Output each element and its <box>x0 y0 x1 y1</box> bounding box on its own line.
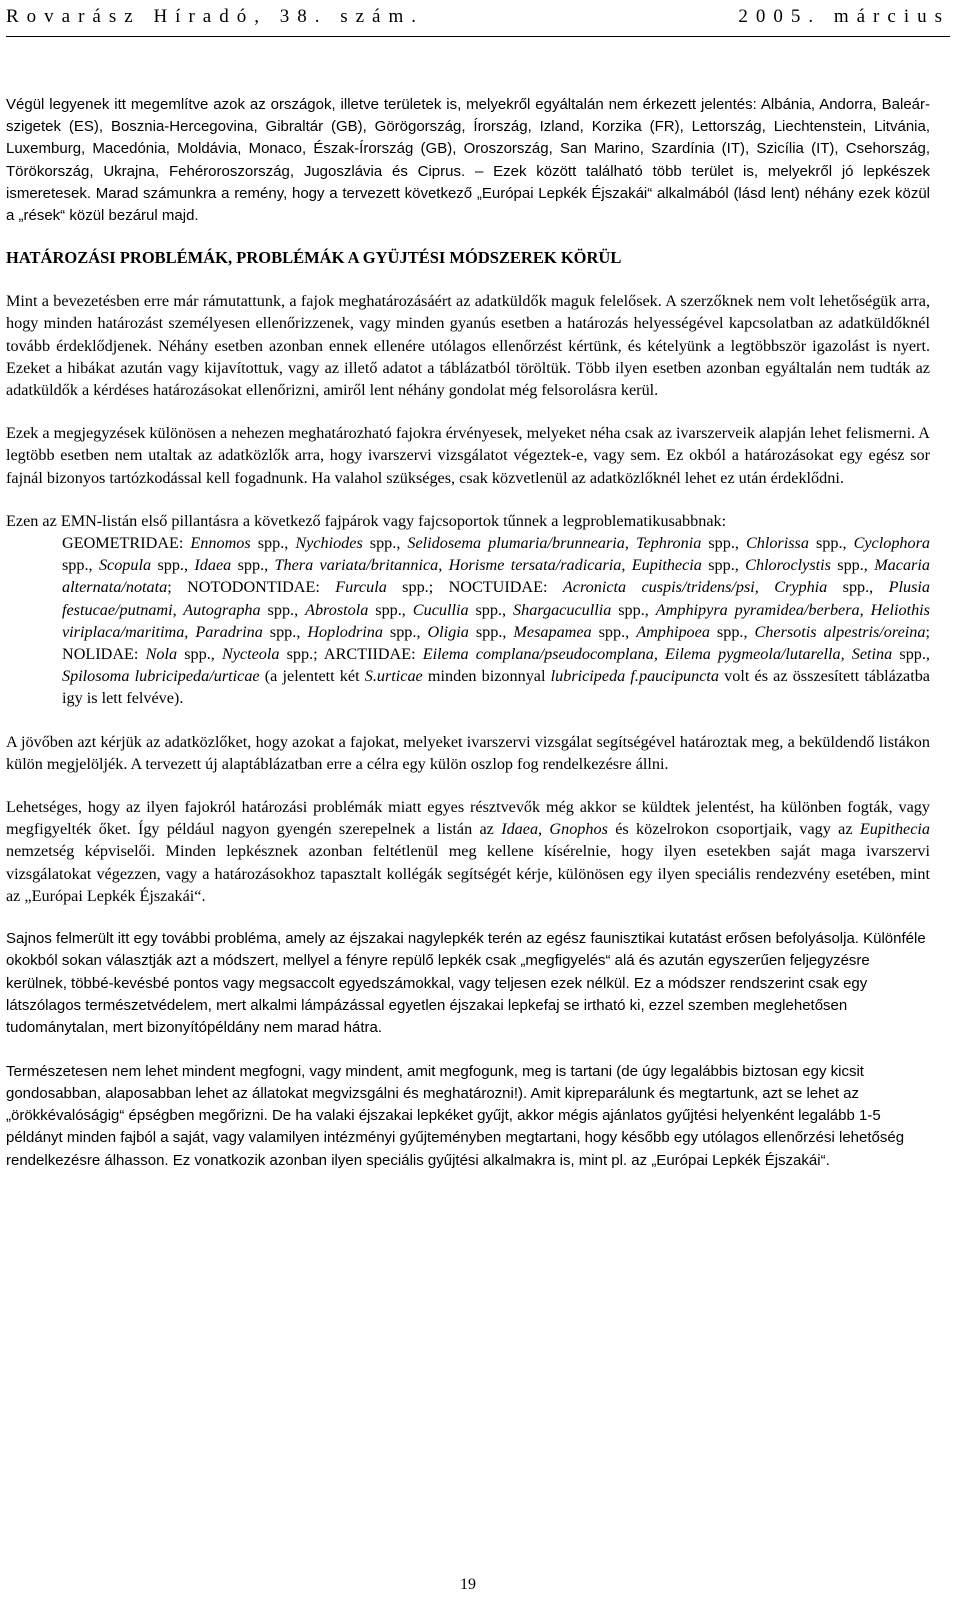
taxon-name: Acronicta cuspis/tridens/psi, Cryphia <box>562 578 828 597</box>
publication-date: 2005. március <box>738 6 950 27</box>
page-number: 19 <box>460 1576 476 1593</box>
text-run: spp., <box>151 556 195 575</box>
text-run: spp., <box>362 534 408 553</box>
text-run: nemzetség képviselői. Minden lepkésznek azonban feltétlenül meg kellene kísérelnie, hogy ilyen esetekben saját maga ivarszervi vizsgálatokat végezzen, vagy a határozásokhoz tapasztalt kollégák segítségét kérje, különösen egy ilyen speciális rendezvény esetében, mint az „Európai Lepkék Éjszakái“. <box>6 842 930 905</box>
taxon-name: Macaria alternata/notata <box>62 556 930 597</box>
text-run: spp., <box>468 600 514 619</box>
taxon-name: Spilosoma lubricipeda/urticae <box>62 667 260 686</box>
taxon-name: Nycteola <box>221 645 280 664</box>
taxon-name: Furcula <box>335 578 387 597</box>
taxon-name: Shargacucullia <box>513 600 612 619</box>
taxon-name: Idaea <box>501 820 539 839</box>
text-run: spp., <box>260 600 306 619</box>
taxon-name: Gnophos <box>549 820 608 839</box>
text-run: GEOMETRIDAE: <box>62 534 191 553</box>
taxon-name: Scopula <box>98 556 152 575</box>
taxon-name: Ennomos <box>190 534 251 553</box>
text-run: spp., <box>262 622 308 641</box>
taxon-name: Plusia festucae/putnami, Autographa <box>62 578 930 619</box>
taxon-name: Chlorissa <box>745 534 809 553</box>
taxon-name: Amphipoea <box>636 622 710 641</box>
text-run: spp., <box>177 645 222 664</box>
text-run: spp., <box>808 534 854 553</box>
paragraph-identification-problems <box>6 796 930 907</box>
paragraph-collecting-methods: Sajnos felmerült itt egy további probléma, amely az éjszakai nagylepkék terén az egész faunisztikai kutatást erősen befolyásolja. Különféle okokból sokan választják azt a módszert, mellyel a fényre repülő lepkék csak „megfigyelés“ alá és azután egyszerűen feljegyzésre kerülnek, többé-kevésbé pontos vagy megsaccolt egyedszámokkal, vagy teljesen ezek nélkül. Ez a módszer rendszerint csak egy látszólagos természetvédelem, mert alkalmi lámpázással egyetlen éjszakai lepkefaj se irtható ki, ezzel szemben meglehetősen tudománytalan, mert bizonyítópéldány nem marad hátra. <box>6 930 926 1037</box>
taxon-name: Nola <box>145 645 178 664</box>
publication-title: Rovarász Híradó, 38. szám. <box>6 6 424 27</box>
text-run: spp., <box>368 600 413 619</box>
text-run: spp., <box>468 622 514 641</box>
paragraph-responsibility: Mint a bevezetésben erre már rámutattunk, a fajok meghatározásáért az adatküldők maguk felelősek. A szerzőknek nem volt lehetőségük arra, hogy minden határozást személyesen ellenőrizzenek, vagy minden gyanús esetben a határozás helyességével kapcsolatban az adatküldőknél tovább érdeklődjenek. Néhány esetben azonban ennek ellenére utólagos ellenőrzést kértünk, és kételyünk a legtöbbször igazolást is nyert. Ezeket a hibákat azután vagy kijavítottuk, vagy az illető adatot a táblázatból töröltük. Több ilyen esetben azonban egyáltalán nem tudták az adatküldők a kérdéses határozásokat ellenőrizni, amiről lent néhány gondolat még felsorolásra kerül. <box>6 292 930 400</box>
taxon-name: Hoplodrina <box>307 622 383 641</box>
taxon-name: Idaea <box>194 556 232 575</box>
text-run: spp., <box>701 534 746 553</box>
text-run: és közelrokon csoportjaik, vagy az <box>607 820 860 839</box>
paragraph-future-marking: A jövőben azt kérjük az adatközlőket, hogy azokat a fajokat, melyeket ivarszervi vizsgálat segítségével határoztak meg, a beküldendő listákon külön megjelöljék. A tervezett új alaptáblázatban erre a célra egy külön oszlop fog rendelkezésre állni. <box>6 732 930 773</box>
text-run: spp., <box>231 556 275 575</box>
text-run: , <box>538 820 550 839</box>
text-run: spp., <box>250 534 296 553</box>
text-run: spp., <box>701 556 746 575</box>
taxon-name: Mesapamea <box>513 622 592 641</box>
taxon-name: lubricipeda f.paucipuncta <box>550 667 719 686</box>
section-heading: HATÁROZÁSI PROBLÉMÁK, PROBLÉMÁK A GYÜJTÉSI MÓDSZEREK KÖRÜL <box>6 248 622 268</box>
text-run: (a jelentett két <box>259 667 365 686</box>
text-run: minden bizonnyal <box>422 667 551 686</box>
problematic-taxa-list <box>6 532 930 710</box>
taxon-name: Thera variata/britannica, Horisme tersata/radicaria, Eupithecia <box>274 556 702 575</box>
running-header <box>6 6 950 37</box>
paragraph-voucher-specimens: Természetesen nem lehet mindent megfogni, vagy mindent, amit megfogunk, meg is tartani (de úgy legalábbis biztosan egy kicsit gondosabban, alaposabban lehet az állatokat megvizsgálni és meghatározni!). Amit kipreparálunk és megtartunk, azt se lehet az „örökkévalóságig“ épségben megőrizni. De ha valaki éjszakai lepkéket gyűjt, akkor mégis ajánlatos gyűjtési helyenként legalább 1-5 példányt minden fajból a saját, vagy valamilyen intézményi gyűjteményben megtartani, hogy később egy utólagos ellenőrzési lehetőség rendelkezésre álhasson. Ez vonatkozik azonban ilyen speciális gyűjtési alkalmakra is, mint pl. az „Európai Lepkék Éjszakái“. <box>6 1062 905 1169</box>
paragraph-missing-countries: Végül legyenek itt megemlítve azok az országok, illetve területek is, melyekről egyáltalán nem érkezett jelentés: Albánia, Andorra, Baleár-szigetek (ES), Bosznia-Hercegovina, Gibraltár (GB), Görögország, Írország, Izland, Korzika (FR), Lettország, Liechtenstein, Litvánia, Luxemburg, Macedónia, Moldávia, Monaco, Észak-Írország (GB), Oroszország, San Marino, Szardínia (IT), Szicília (IT), Csehország, Törökország, Ukrajna, Fehéroroszország, Jugoszlávia és Ciprus. – Ezek között található több terület is, melyekről jó lepkészek ismeretesek. Marad számunkra a remény, hogy a tervezett következő „Európai Lepkék Éjszakái“ alkalmából (lásd lent) néhány ezek közül a „rések“ közül bezárul majd. <box>6 96 930 225</box>
text-run: spp.; ARCTIIDAE: <box>279 645 423 664</box>
taxon-name: Nychiodes <box>295 534 363 553</box>
text-run: spp., <box>709 622 755 641</box>
text-run: Lehetséges, hogy az ilyen fajokról határozási problémák miatt egyes résztvevők még akkor se küldtek jelentést, ha különben fogták, vagy megfigyelték őket. Így például nagyon gyengén szerepelnek a listán az <box>6 798 930 839</box>
taxon-name: Chloroclystis <box>745 556 831 575</box>
taxon-name: Abrostola <box>305 600 369 619</box>
taxon-name: S.urticae <box>364 667 423 686</box>
taxon-name: Selidosema plumaria/brunnearia <box>407 534 625 553</box>
text-run: ; NOLIDAE: <box>62 622 930 664</box>
paragraph-emn-list-intro: Ezen az EMN-listán első pillantásra a következő fajpárok vagy fajcsoportok tűnnek a legproblematikusabbnak: <box>6 511 727 530</box>
taxon-name: Tephronia <box>635 534 702 553</box>
text-run: ; NOTODONTIDAE: <box>167 578 336 597</box>
taxon-name: Eupithecia <box>859 820 930 839</box>
text-run: spp., <box>591 622 637 641</box>
text-run: spp., <box>830 556 875 575</box>
taxon-name: Amphipyra pyramidea/berbera, Heliothis viriplaca/maritima, Paradrina <box>62 600 930 641</box>
taxon-name: Chersotis alpestris/oreina <box>754 622 926 641</box>
taxon-name: Oligia <box>427 622 469 641</box>
text-run: spp., <box>892 645 930 664</box>
text-run: spp., <box>62 556 99 575</box>
taxon-name: Eilema complana/pseudocomplana, Eilema pygmeola/lutarella, Setina <box>422 645 893 664</box>
text-run: spp., <box>827 578 889 597</box>
taxon-name: Cyclophora <box>853 534 931 553</box>
page-content <box>6 94 930 1172</box>
text-run: spp.; NOCTUIDAE: <box>386 578 563 597</box>
text-run: volt és az összesített táblázatba igy is lett felvéve). <box>62 667 930 708</box>
paragraph-genital-examination: Ezek a megjegyzések különösen a nehezen meghatározható fajokra érvényesek, melyeket néha csak az ivarszerveik alapján lehet felismerni. A legtöbb esetben nem utaltak az adatközlők arra, hogy ivarszervi vizsgálatot végeztek-e, vagy sem. Ez okból a határozásokat egy egész sor fajnál bizonyos tartózkodással kell fogadnunk. Ha valahol szükséges, csak közvetlenül az adatközlőknél lehet ez után érdeklődni. <box>6 424 930 487</box>
taxon-name: Cucullia <box>412 600 469 619</box>
text-run: spp., <box>382 622 428 641</box>
text-run: , <box>624 534 636 553</box>
text-run: spp., <box>611 600 656 619</box>
